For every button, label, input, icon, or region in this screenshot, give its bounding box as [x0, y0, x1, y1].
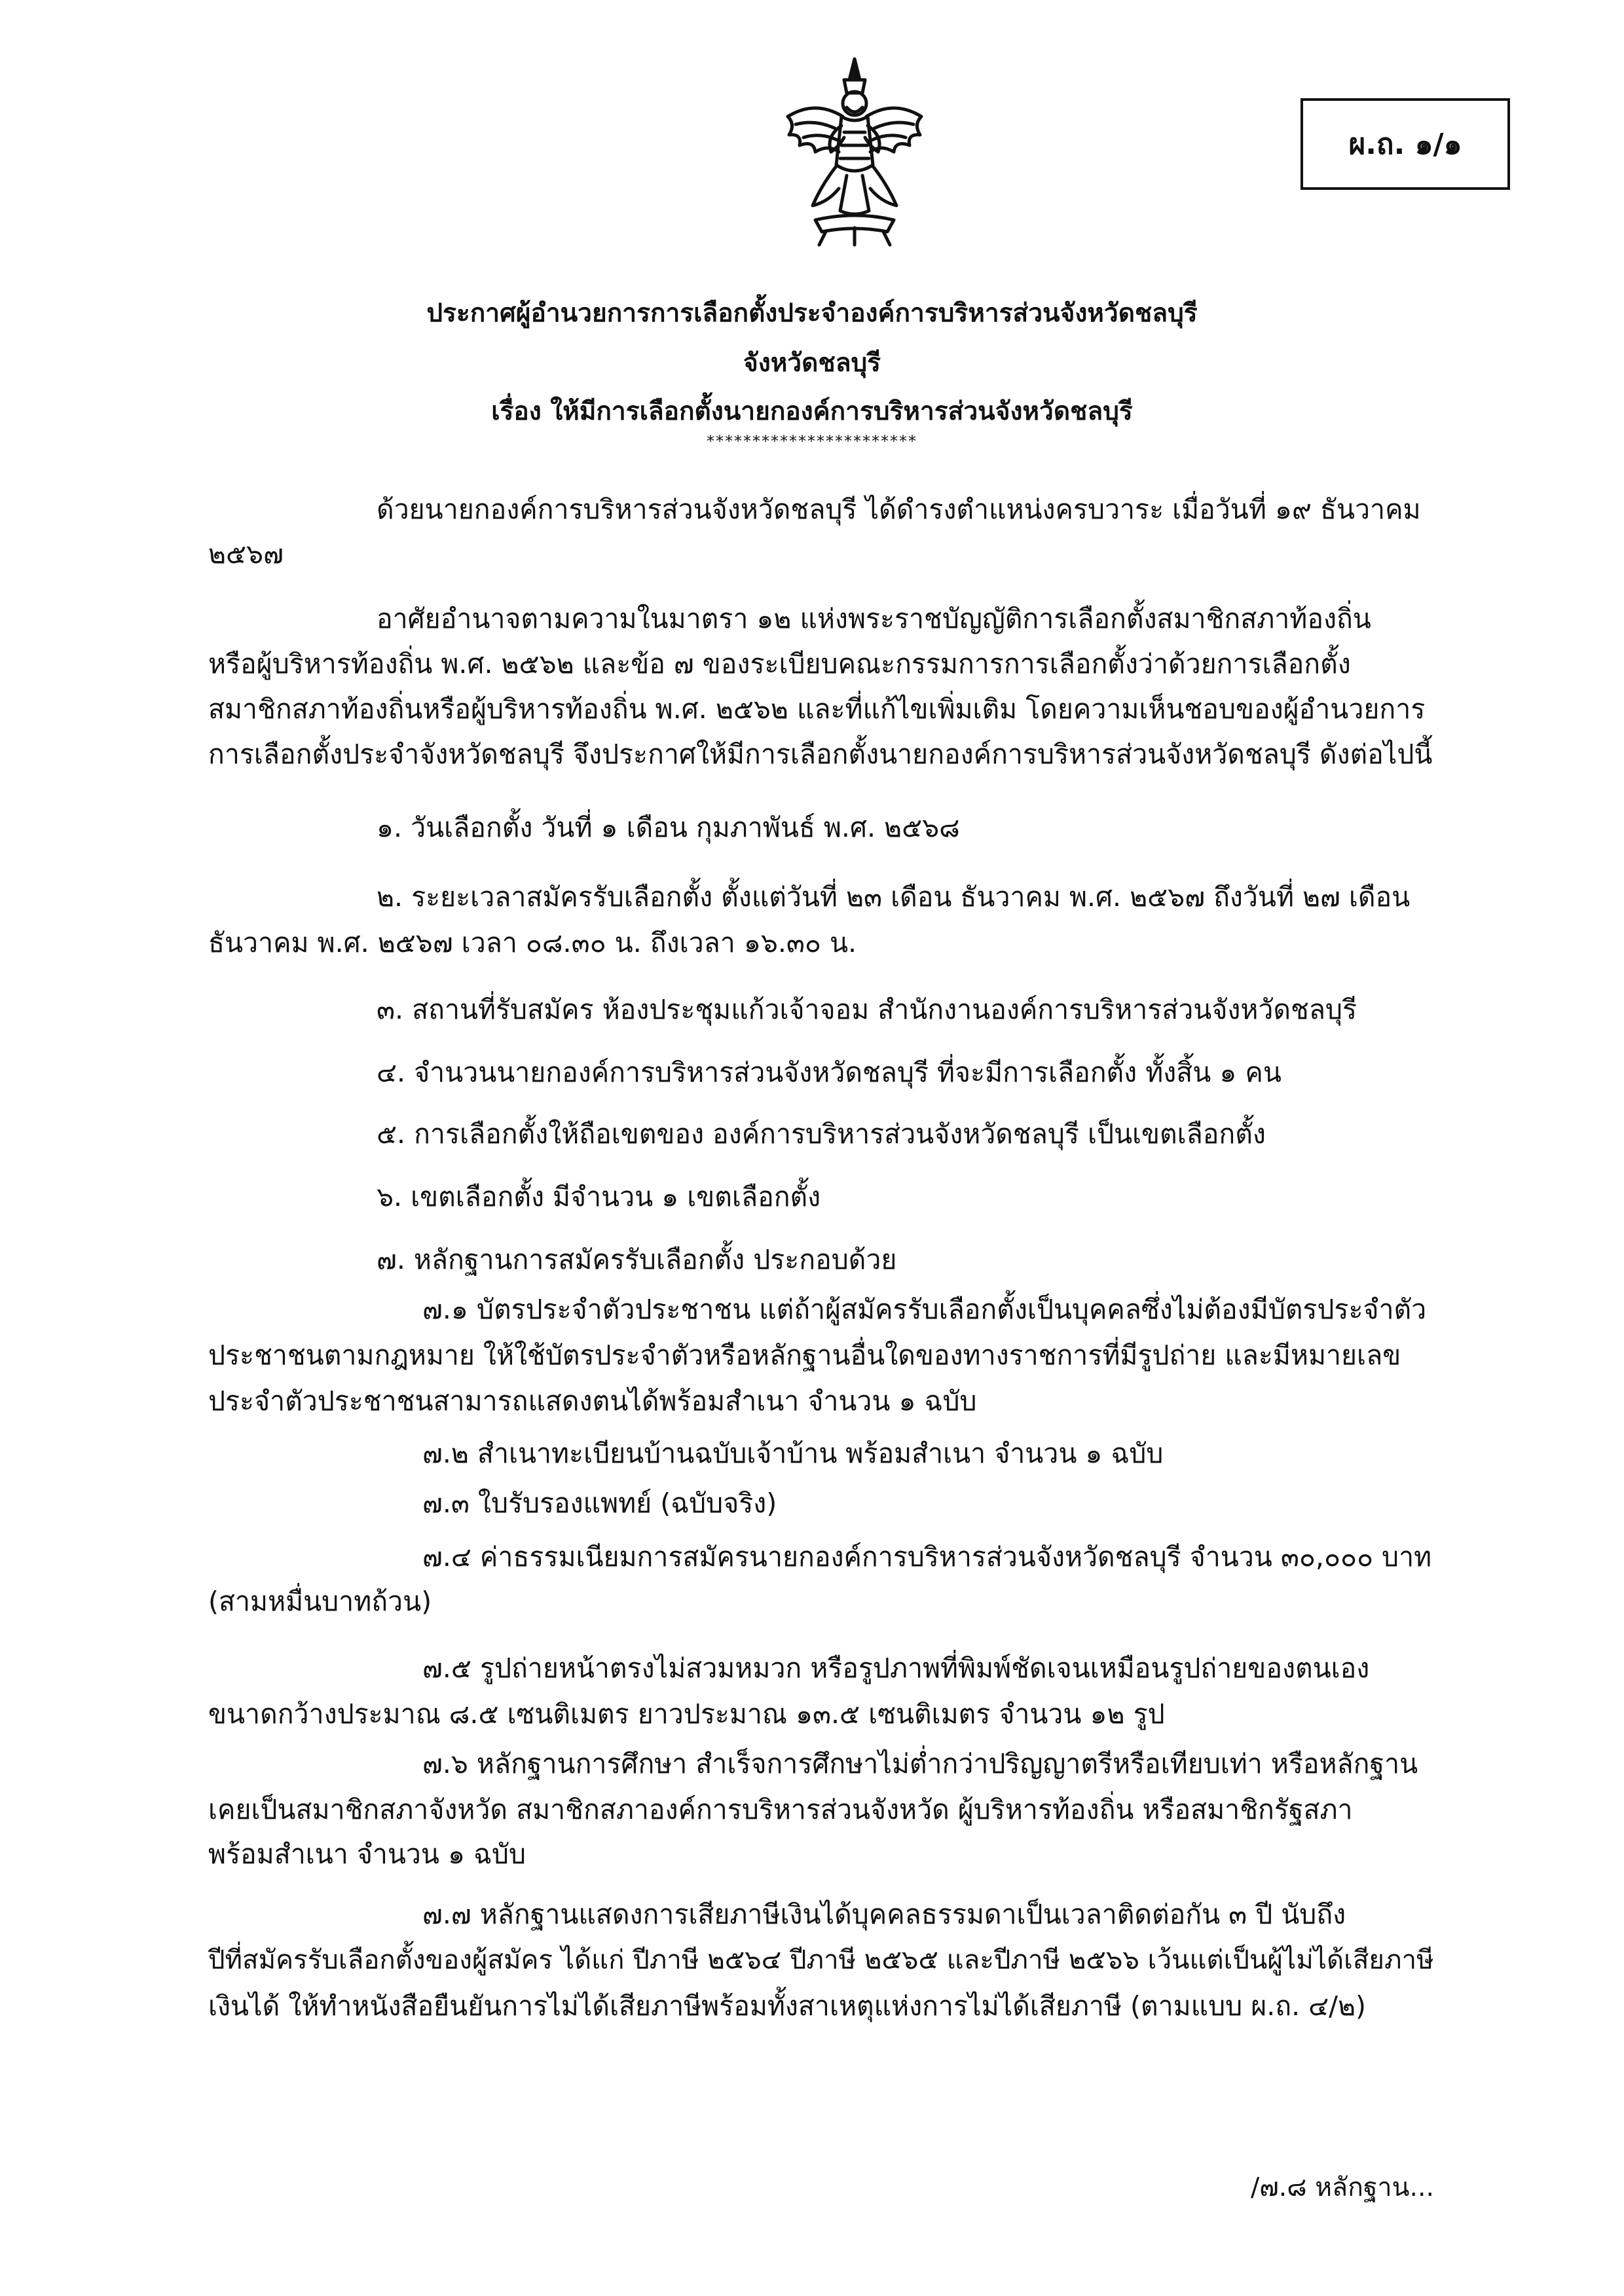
item-constituency: ๕. การเลือกตั้งให้ถือเขตของ องค์การบริหารส่วนจังหวัดชลบุรี เป็นเขตเลือกตั้ง [377, 1118, 1266, 1150]
doc-id-card: ประชาชนตามกฎหมาย ให้ใช้บัตรประจำตัวหรือหลักฐานอื่นใดของทางราชการที่มีรูปถ่าย และมีหมายเลข [208, 1339, 1401, 1371]
item-number-of-positions: ๔. จำนวนนายกองค์การบริหารส่วนจังหวัดชลบุรี ที่จะมีการเลือกตั้ง ทั้งสิ้น ๑ คน [377, 1057, 1282, 1088]
doc-photographs: ขนาดกว้างประมาณ ๘.๕ เซนติเมตร ยาวประมาณ ๑๓.๕ เซนติเมตร จำนวน ๑๒ รูป [208, 1698, 1165, 1730]
garuda-emblem-icon [776, 54, 933, 250]
doc-tax-evidence: ๗.๗ หลักฐานแสดงการเสียภาษีเงินได้บุคคลธรรมดาเป็นเวลาติดต่อกัน ๓ ปี นับถึง [422, 1899, 1346, 1930]
doc-photographs: ๗.๕ รูปถ่ายหน้าตรงไม่สวมหมวก หรือรูปภาพที่พิมพ์ชัดเจนเหมือนรูปถ่ายของตนเอง [422, 1652, 1370, 1684]
continuation-note: /๗.๘ หลักฐาน... [1251, 2173, 1434, 2202]
intro-line: ๒๕๖๗ [208, 538, 284, 570]
doc-tax-evidence: ปีที่สมัครรับเลือกตั้งของผู้สมัคร ได้แก่ ปีภาษี ๒๕๖๔ ปีภาษี ๒๕๖๕ และปีภาษี ๒๕๖๖ เว้นแต่เป็นผู้ไม่ได้เสียภาษี [208, 1945, 1434, 1975]
item-required-documents: ๗. หลักฐานการสมัครรับเลือกตั้ง ประกอบด้วย [377, 1244, 897, 1275]
subject-title: เรื่อง ให้มีการเลือกตั้งนายกองค์การบริหารส่วนจังหวัดชลบุรี [491, 397, 1133, 426]
province-title: จังหวัดชลบุรี [743, 348, 881, 378]
item-application-period: ๒. ระยะเวลาสมัครรับเลือกตั้ง ตั้งแต่วันที่ ๒๓ เดือน ธันวาคม พ.ศ. ๒๕๖๗ ถึงวันที่ ๒๗ เดือน [377, 881, 1411, 913]
item-election-date: ๑. วันเลือกตั้ง วันที่ ๑ เดือน กุมภาพันธ์ พ.ศ. ๒๕๖๘ [377, 812, 960, 843]
authority-line: อาศัยอำนาจตามความในมาตรา ๑๒ แห่งพระราชบัญญัติการเลือกตั้งสมาชิกสภาท้องถิ่น [377, 603, 1371, 634]
authority-line: การเลือกตั้งประจำจังหวัดชลบุรี จึงประกาศให้มีการเลือกตั้งนายกองค์การบริหารส่วนจังหวัดชลบุรี ดังต่อไปนี้ [208, 738, 1433, 770]
doc-education: เคยเป็นสมาชิกสภาจังหวัด สมาชิกสภาองค์การบริหารส่วนจังหวัด ผู้บริหารท้องถิ่น หรือสมาชิกรัฐสภา [208, 1794, 1353, 1825]
authority-line: สมาชิกสภาท้องถิ่นหรือผู้บริหารท้องถิ่น พ.ศ. ๒๕๖๒ และที่แก้ไขเพิ่มเติม โดยความเห็นชอบของผู้อำนวยการ [208, 693, 1426, 725]
doc-id-card: ประจำตัวประชาชนสามารถแสดงตนได้พร้อมสำเนา จำนวน ๑ ฉบับ [208, 1385, 977, 1417]
doc-medical-certificate: ๗.๓ ใบรับรองแพทย์ (ฉบับจริง) [422, 1487, 777, 1519]
title-divider: *********************** [707, 432, 917, 450]
doc-id-card: ๗.๑ บัตรประจำตัวประชาชน แต่ถ้าผู้สมัครรับเลือกตั้งเป็นบุคคลซึ่งไม่ต้องมีบัตรประจำตัว [422, 1294, 1427, 1325]
doc-application-fee: ๗.๔ ค่าธรรมเนียมการสมัครนายกองค์การบริหารส่วนจังหวัดชลบุรี จำนวน ๓๐,๐๐๐ บาท [422, 1541, 1432, 1573]
authority-line: หรือผู้บริหารท้องถิ่น พ.ศ. ๒๕๖๒ และข้อ ๗ ของระเบียบคณะกรรมการการเลือกตั้งว่าด้วยการเลือกตั้ง [208, 648, 1351, 680]
item-application-venue: ๓. สถานที่รับสมัคร ห้องประชุมแก้วเจ้าจอม สำนักงานองค์การบริหารส่วนจังหวัดชลบุรี [377, 994, 1357, 1025]
doc-tax-evidence: เงินได้ ให้ทำหนังสือยืนยันการไม่ได้เสียภาษีพร้อมทั้งสาเหตุแห่งการไม่ได้เสียภาษี (ตามแบบ ผ.ถ. ๔/๒) [208, 1990, 1367, 2022]
announcement-title: ประกาศผู้อำนวยการการเลือกตั้งประจำองค์การบริหารส่วนจังหวัดชลบุรี [426, 299, 1198, 328]
item-constituency-count: ๖. เขตเลือกตั้ง มีจำนวน ๑ เขตเลือกตั้ง [377, 1181, 821, 1212]
intro-line: ด้วยนายกองค์การบริหารส่วนจังหวัดชลบุรี ได้ดำรงตำแหน่งครบวาระ เมื่อวันที่ ๑๙ ธันวาคม [377, 494, 1421, 525]
form-code-box: ผ.ถ. ๑/๑ [1301, 98, 1510, 190]
doc-house-registration: ๗.๒ สำเนาทะเบียนบ้านฉบับเจ้าบ้าน พร้อมสำเนา จำนวน ๑ ฉบับ [422, 1438, 1164, 1469]
doc-education: ๗.๖ หลักฐานการศึกษา สำเร็จการศึกษาไม่ต่ำกว่าปริญญาตรีหรือเทียบเท่า หรือหลักฐาน [422, 1748, 1418, 1779]
doc-application-fee: (สามหมื่นบาทถ้วน) [208, 1586, 432, 1617]
doc-education: พร้อมสำเนา จำนวน ๑ ฉบับ [208, 1838, 526, 1870]
item-application-period: ธันวาคม พ.ศ. ๒๕๖๗ เวลา ๐๘.๓๐ น. ถึงเวลา ๑๖.๓๐ น. [208, 927, 857, 958]
